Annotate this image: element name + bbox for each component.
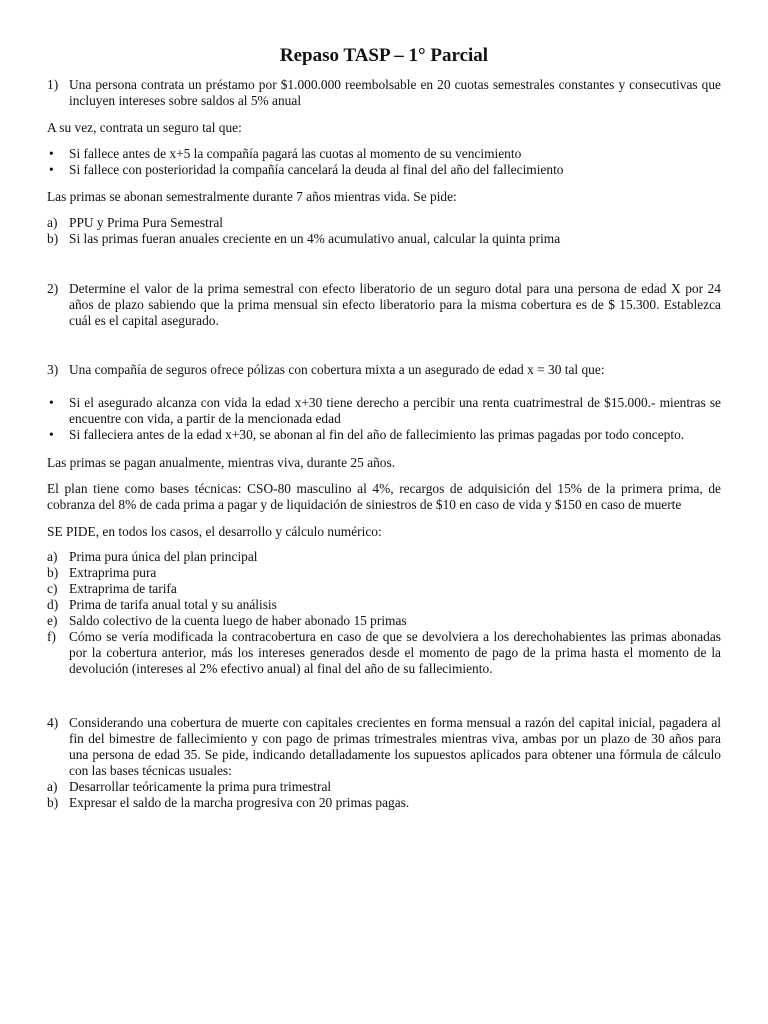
item-text: Saldo colectivo de la cuenta luego de haber abonado 15 primas: [69, 613, 407, 628]
problem-2: [47, 281, 721, 329]
problem-3-bullets: [47, 395, 721, 443]
problem-1-statement: [47, 77, 721, 109]
item-text: Prima de tarifa anual total y su análisis: [69, 597, 277, 612]
problem-1-intro-text: A su vez, contrata un seguro tal que:: [47, 120, 242, 135]
list-item: [47, 613, 721, 629]
item-marker: a): [47, 215, 58, 230]
page-title: Repaso TASP – 1° Parcial: [279, 45, 489, 66]
bullet-text: Si fallece antes de x+5 la compañía pagará las cuotas al momento de su vencimiento: [69, 146, 522, 161]
list-item: [47, 597, 721, 613]
list-item: [47, 215, 721, 231]
item-text: PPU y Prima Pura Semestral: [69, 215, 223, 230]
item-marker: a): [47, 779, 58, 794]
item-text: Desarrollar teóricamente la prima pura trimestral: [69, 779, 332, 794]
item-marker: a): [47, 549, 58, 564]
list-item: [47, 795, 721, 811]
list-item: [47, 565, 721, 581]
list-item: [47, 231, 721, 247]
problem-4: [47, 715, 721, 811]
problem-4-marker: 4): [47, 715, 59, 730]
list-item: [47, 581, 721, 597]
problem-2-text: Determine el valor de la prima semestral con efecto liberatorio de un seguro dotal para una persona de edad X por 24 años de plazo sabiendo que la prima mensual sin efecto liberatorio para la misma cobertura es de $ 15.300. Establezca cuál es el capital asegurado.: [69, 281, 721, 328]
problem-4-statement: [47, 715, 721, 779]
bullet-icon: •: [49, 162, 54, 177]
problem-3-bases: [47, 481, 721, 513]
item-text: Cómo se vería modificada la contracobertura en caso de que se devolviera a los derechohabientes las primas abonadas por la cobertura anterior, más los intereses generados desde el momento de pago de la prima hasta el momento de la devolución (intereses al 2% efectivo anual) al final del año de su fallecimiento.: [69, 629, 721, 676]
list-item: [47, 629, 721, 677]
item-text: Si las primas fueran anuales creciente en un 4% acumulativo anual, calcular la quinta prima: [69, 231, 561, 246]
problem-3-sepide-text: SE PIDE, en todos los casos, el desarrollo y cálculo numérico:: [47, 524, 382, 539]
item-marker: b): [47, 795, 59, 810]
item-marker: c): [47, 581, 58, 596]
list-item: [47, 162, 721, 178]
bullet-icon: •: [49, 427, 54, 442]
list-item: [47, 779, 721, 795]
list-item: [47, 395, 721, 427]
list-item: [47, 146, 721, 162]
item-marker: b): [47, 231, 59, 246]
problem-1-text: Una persona contrata un préstamo por $1.000.000 reembolsable en 20 cuotas semestrales constantes y consecutivas que incluyen intereses sobre saldos al 5% anual: [69, 77, 721, 108]
problem-1-bullets: [47, 146, 721, 178]
item-text: Prima pura única del plan principal: [69, 549, 258, 564]
bullet-icon: •: [49, 146, 54, 161]
item-marker: f): [47, 629, 56, 644]
problem-3-marker: 3): [47, 362, 59, 377]
problem-3-text: Una compañía de seguros ofrece pólizas con cobertura mixta a un asegurado de edad x = 30 tal que:: [69, 362, 605, 377]
problem-1-marker: 1): [47, 77, 59, 92]
item-marker: b): [47, 565, 59, 580]
problem-2-marker: 2): [47, 281, 59, 296]
problem-1-intro: [47, 120, 721, 136]
problem-3-items: [47, 549, 721, 677]
problem-1: [47, 77, 721, 109]
problem-3-primas-text: Las primas se pagan anualmente, mientras viva, durante 25 años.: [47, 455, 396, 470]
list-item: [47, 427, 721, 443]
problem-1-items: [47, 215, 721, 247]
problem-3: [47, 362, 721, 378]
item-marker: e): [47, 613, 58, 628]
bullet-text: Si fallece con posterioridad la compañía cancelará la deuda al final del año del fallecimiento: [69, 162, 564, 177]
problem-1-primas: [47, 189, 721, 205]
problem-3-sepide: [47, 524, 721, 540]
item-marker: d): [47, 597, 59, 612]
problem-1-primas-text: Las primas se abonan semestralmente durante 7 años mientras vida. Se pide:: [47, 189, 457, 204]
item-text: Extraprima de tarifa: [69, 581, 177, 596]
list-item: [47, 549, 721, 565]
bullet-text: Si el asegurado alcanza con vida la edad x+30 tiene derecho a percibir una renta cuatrimestral de $15.000.- mientras se encuentre con vida, a partir de la mencionada edad: [69, 395, 721, 426]
problem-3-primas: [47, 455, 721, 471]
bullet-icon: •: [49, 395, 54, 410]
problem-3-statement: [47, 362, 721, 378]
bullet-text: Si falleciera antes de la edad x+30, se abonan al fin del año de fallecimiento las primas pagadas por todo concepto.: [69, 427, 685, 442]
problem-4-text: Considerando una cobertura de muerte con capitales crecientes en forma mensual a razón del capital inicial, pagadera al fin del bimestre de fallecimiento y con pago de primas trimestrales mientras viva, ambas por un plazo de 30 años para una persona de edad 35. Se pide, indicando detalladamente los supuestos aplicados para obtener una fórmula de cálculo con las bases técnicas usuales:: [69, 715, 721, 778]
item-text: Extraprima pura: [69, 565, 157, 580]
item-text: Expresar el saldo de la marcha progresiva con 20 primas pagas.: [69, 795, 410, 810]
problem-2-statement: [47, 281, 721, 329]
problem-3-bases-text: El plan tiene como bases técnicas: CSO-80 masculino al 4%, recargos de adquisición del 15% de la primera prima, de cobranza del 8% de cada prima a pagar y de liquidación de siniestros de $10 en caso de vida y $150 en caso de muerte: [47, 481, 721, 512]
